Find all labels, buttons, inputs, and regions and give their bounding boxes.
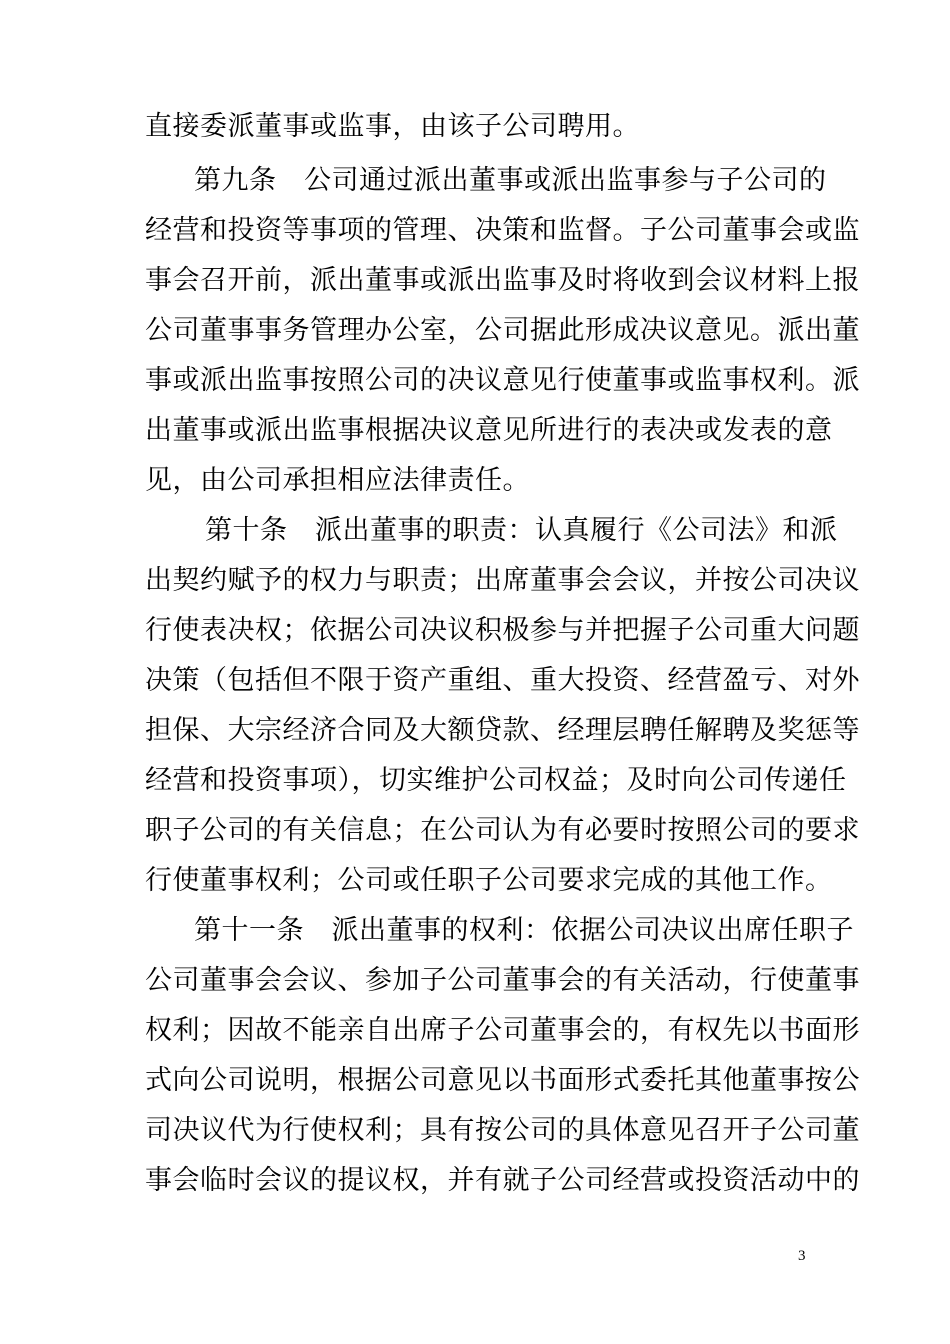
text-line: 直接委派董事或监事，由该子公司聘用。 bbox=[145, 111, 640, 142]
text-line: 事会临时会议的提议权，并有就子公司经营或投资活动中的 bbox=[145, 1165, 860, 1196]
page-number: 3 bbox=[798, 1248, 806, 1264]
text-line: 出董事或派出监事根据决议意见所进行的表决或发表的意 bbox=[145, 415, 833, 446]
text-line: 公司董事事务管理办公室，公司据此形成决议意见。派出董 bbox=[145, 315, 860, 346]
text-line: 司决议代为行使权利；具有按公司的具体意见召开子公司董 bbox=[145, 1115, 860, 1146]
text-line: 权利；因故不能亲自出席子公司董事会的，有权先以书面形 bbox=[145, 1015, 860, 1046]
text-line: 经营和投资事项），切实维护公司权益；及时向公司传递任 bbox=[145, 765, 847, 796]
article-11-heading-line: 第十一条 派出董事的权利：依据公司决议出席任职子 bbox=[194, 915, 854, 946]
text-line: 职子公司的有关信息；在公司认为有必要时按照公司的要求 bbox=[145, 815, 860, 846]
text-line: 行使表决权；依据公司决议积极参与并把握子公司重大问题 bbox=[145, 615, 860, 646]
text-line: 公司董事会会议、参加子公司董事会的有关活动，行使董事 bbox=[145, 965, 860, 996]
text-line: 事或派出监事按照公司的决议意见行使董事或监事权利。派 bbox=[145, 365, 860, 396]
text-line: 见，由公司承担相应法律责任。 bbox=[145, 465, 530, 496]
text-line: 事会召开前，派出董事或派出监事及时将收到会议材料上报 bbox=[145, 265, 860, 296]
text-line: 行使董事权利；公司或任职子公司要求完成的其他工作。 bbox=[145, 865, 833, 896]
text-line: 出契约赋予的权力与职责；出席董事会会议，并按公司决议 bbox=[145, 565, 860, 596]
text-line: 式向公司说明，根据公司意见以书面形式委托其他董事按公 bbox=[145, 1065, 860, 1096]
text-line: 经营和投资等事项的管理、决策和监督。子公司董事会或监 bbox=[145, 215, 860, 246]
text-line: 决策（包括但不限于资产重组、重大投资、经营盈亏、对外 bbox=[145, 665, 860, 696]
text-line: 担保、大宗经济合同及大额贷款、经理层聘任解聘及奖惩等 bbox=[145, 715, 860, 746]
article-9-heading-line: 第九条 公司通过派出董事或派出监事参与子公司的 bbox=[194, 165, 827, 196]
article-10-heading-line: 第十条 派出董事的职责：认真履行《公司法》和派 bbox=[205, 515, 838, 546]
